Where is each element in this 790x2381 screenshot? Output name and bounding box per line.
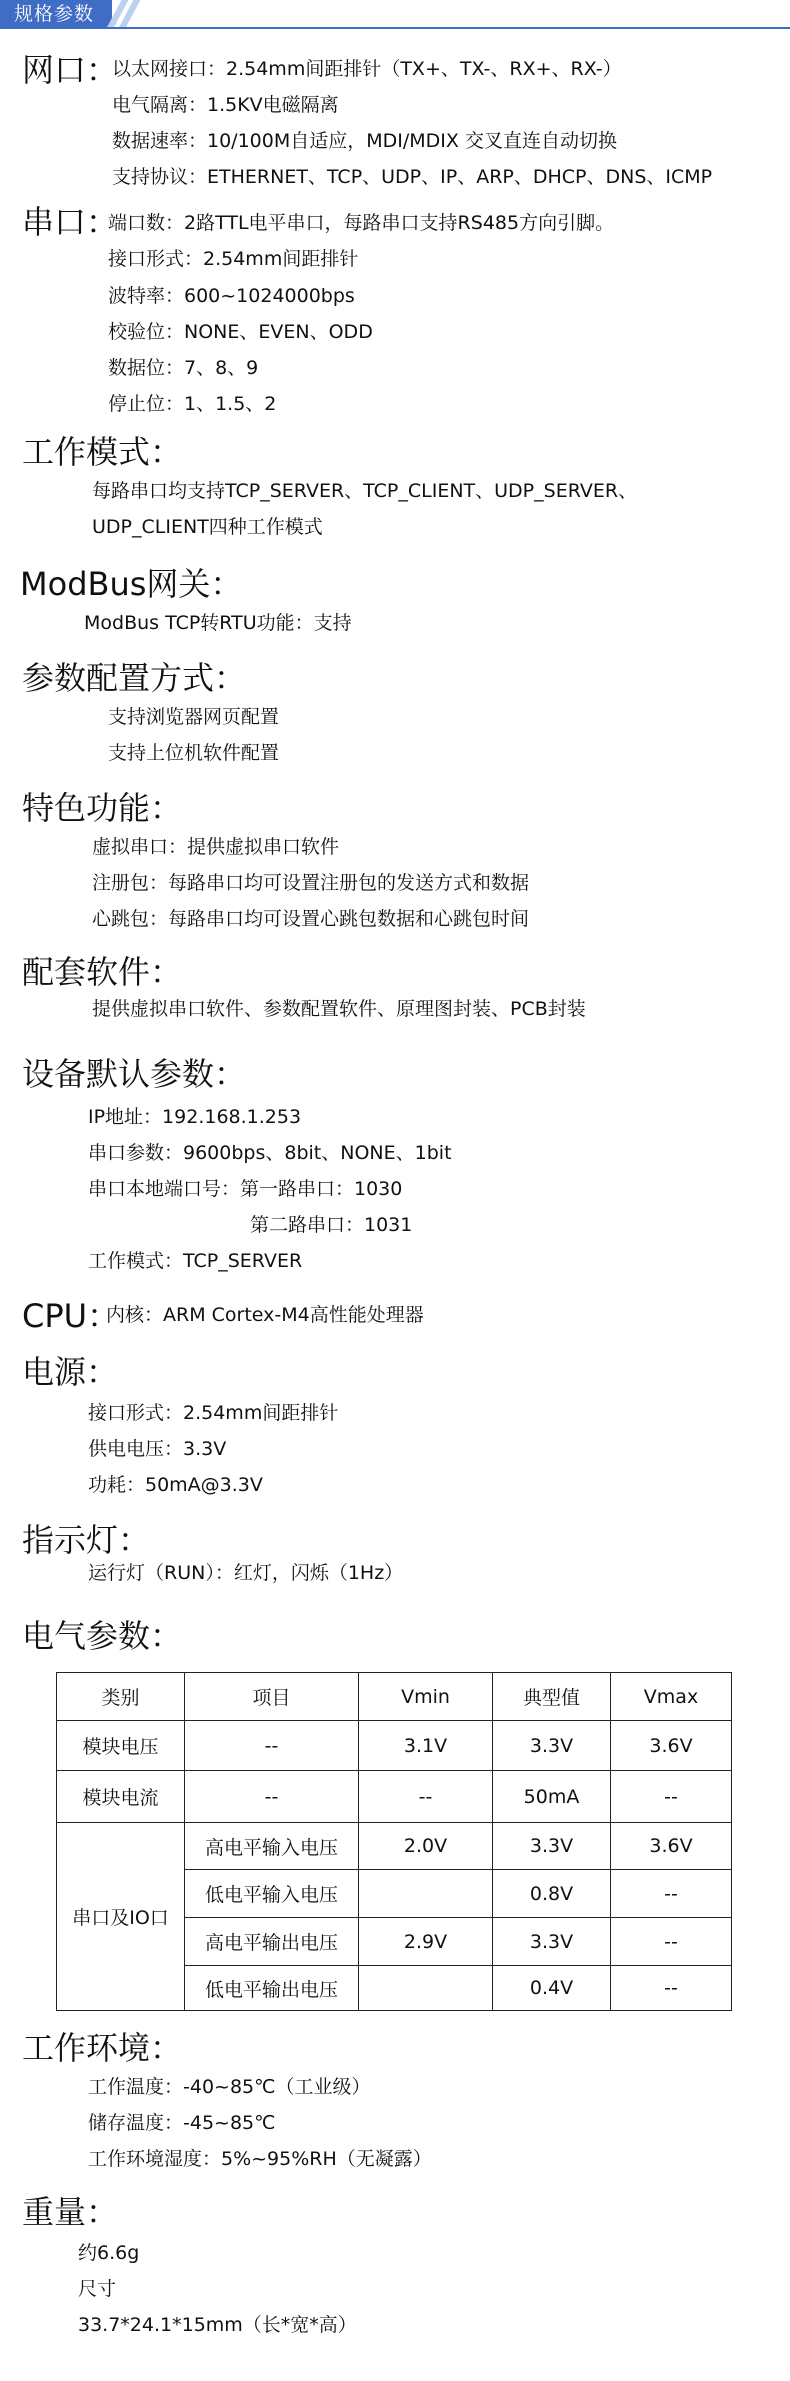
network-rate: 数据速率：10/100M自适应，MDI/MDIX 交叉直连自动切换 [112, 130, 617, 152]
software-title: 配套软件： [22, 953, 183, 991]
table-cell: 高电平输入电压 [185, 1823, 359, 1870]
serial-form: 接口形式：2.54mm间距排针 [108, 248, 359, 270]
weight-value: 约6.6g [78, 2242, 140, 2264]
table-cell: 高电平输出电压 [185, 1918, 359, 1966]
features-line: 虚拟串口：提供虚拟串口软件 [92, 836, 340, 858]
table-cell [359, 1870, 493, 1918]
serial-title: 串口： [22, 203, 119, 241]
table-header-cell: Vmax [611, 1673, 732, 1721]
software-line: 提供虚拟串口软件、参数配置软件、原理图封装、PCB封装 [92, 998, 586, 1020]
cpu-title: CPU： [22, 1297, 120, 1335]
table-cell: -- [611, 1918, 732, 1966]
defaults-local-port: 串口本地端口号：第一路串口：1030 [88, 1178, 403, 1200]
table-cell: 3.6V [611, 1721, 732, 1771]
table-cell: 0.8V [493, 1870, 611, 1918]
serial-databits: 数据位：7、8、9 [108, 357, 259, 379]
power-voltage: 供电电压：3.3V [88, 1438, 227, 1460]
workmode-title: 工作模式： [22, 433, 183, 471]
table-header-cell: Vmin [359, 1673, 493, 1721]
size-label: 尺寸 [78, 2278, 117, 2300]
electrical-table [56, 1672, 732, 2011]
network-title: 网口： [22, 51, 119, 89]
table-header-cell: 典型值 [493, 1673, 611, 1721]
serial-parity: 校验位：NONE、EVEN、ODD [108, 321, 373, 343]
table-cell: 模块电压 [57, 1721, 185, 1771]
size-value: 33.7*24.1*15mm（长*宽*高） [78, 2314, 357, 2336]
defaults-local-port-2: 第二路串口：1031 [250, 1214, 413, 1236]
table-cell: 3.3V [493, 1721, 611, 1771]
table-cell: 低电平输入电压 [185, 1870, 359, 1918]
table-cell: 2.9V [359, 1918, 493, 1966]
workmode-line: 每路串口均支持TCP_SERVER、TCP_CLIENT、UDP_SERVER、 [92, 480, 638, 502]
table-cell: 3.1V [359, 1721, 493, 1771]
table-cell: 3.3V [493, 1823, 611, 1870]
table-row [57, 1771, 732, 1823]
defaults-workmode: 工作模式：TCP_SERVER [88, 1250, 303, 1272]
environment-storage: 储存温度：-45~85℃ [88, 2112, 276, 2134]
modbus-title: ModBus网关： [20, 565, 243, 603]
table-cell: 低电平输出电压 [185, 1966, 359, 2011]
table-cell: -- [611, 1870, 732, 1918]
indicator-title: 指示灯： [22, 1521, 151, 1559]
defaults-title: 设备默认参数： [22, 1055, 247, 1093]
cpu-core: 内核：ARM Cortex-M4高性能处理器 [106, 1304, 424, 1326]
table-cell: -- [611, 1966, 732, 2011]
serial-baud: 波特率：600~1024000bps [108, 285, 355, 307]
indicator-run: 运行灯（RUN）：红灯，闪烁（1Hz） [88, 1562, 404, 1584]
table-cell: 模块电流 [57, 1771, 185, 1823]
table-cell: 串口及IO口 [57, 1823, 185, 2011]
table-cell: 3.6V [611, 1823, 732, 1870]
table-cell: -- [185, 1771, 359, 1823]
table-header-cell: 类别 [57, 1673, 185, 1721]
table-cell: 50mA [493, 1771, 611, 1823]
table-cell: 3.3V [493, 1918, 611, 1966]
table-header-cell: 项目 [185, 1673, 359, 1721]
section-header [0, 0, 790, 28]
config-line: 支持浏览器网页配置 [108, 706, 280, 728]
table-cell: -- [359, 1771, 493, 1823]
defaults-serial: 串口参数：9600bps、8bit、NONE、1bit [88, 1142, 452, 1164]
environment-temp: 工作温度：-40~85℃（工业级） [88, 2076, 371, 2098]
workmode-line: UDP_CLIENT四种工作模式 [92, 516, 323, 538]
table-header-row [57, 1673, 732, 1721]
table-cell [359, 1966, 493, 2011]
table-cell: -- [185, 1721, 359, 1771]
serial-stopbits: 停止位：1、1.5、2 [108, 393, 277, 415]
electrical-title: 电气参数： [22, 1617, 183, 1655]
features-title: 特色功能： [22, 789, 183, 827]
serial-ports: 端口数：2路TTL电平串口，每路串口支持RS485方向引脚。 [108, 212, 615, 234]
modbus-line: ModBus TCP转RTU功能：支持 [84, 612, 352, 634]
header-rule [0, 27, 790, 29]
network-isolation: 电气隔离：1.5KV电磁隔离 [112, 94, 339, 116]
defaults-ip: IP地址：192.168.1.253 [88, 1106, 302, 1128]
features-line: 注册包：每路串口均可设置注册包的发送方式和数据 [92, 872, 530, 894]
features-line: 心跳包：每路串口均可设置心跳包数据和心跳包时间 [92, 908, 530, 930]
table-cell: 0.4V [493, 1966, 611, 2011]
power-title: 电源： [22, 1353, 119, 1391]
weight-title: 重量： [22, 2193, 119, 2231]
table-row [57, 1823, 732, 1870]
spec-tab: 规格参数 [0, 0, 112, 28]
power-consumption: 功耗：50mA@3.3V [88, 1474, 263, 1496]
config-line: 支持上位机软件配置 [108, 742, 280, 764]
power-form: 接口形式：2.54mm间距排针 [88, 1402, 339, 1424]
network-protocols: 支持协议：ETHERNET、TCP、UDP、IP、ARP、DHCP、DNS、ICMP [112, 166, 713, 188]
table-cell: 2.0V [359, 1823, 493, 1870]
config-title: 参数配置方式： [22, 659, 247, 697]
environment-title: 工作环境： [22, 2029, 183, 2067]
table-row [57, 1721, 732, 1771]
environment-humidity: 工作环境湿度：5%~95%RH（无凝露） [88, 2148, 432, 2170]
table-cell: -- [611, 1771, 732, 1823]
network-interface: 以太网接口：2.54mm间距排针（TX+、TX-、RX+、RX-） [112, 58, 622, 80]
